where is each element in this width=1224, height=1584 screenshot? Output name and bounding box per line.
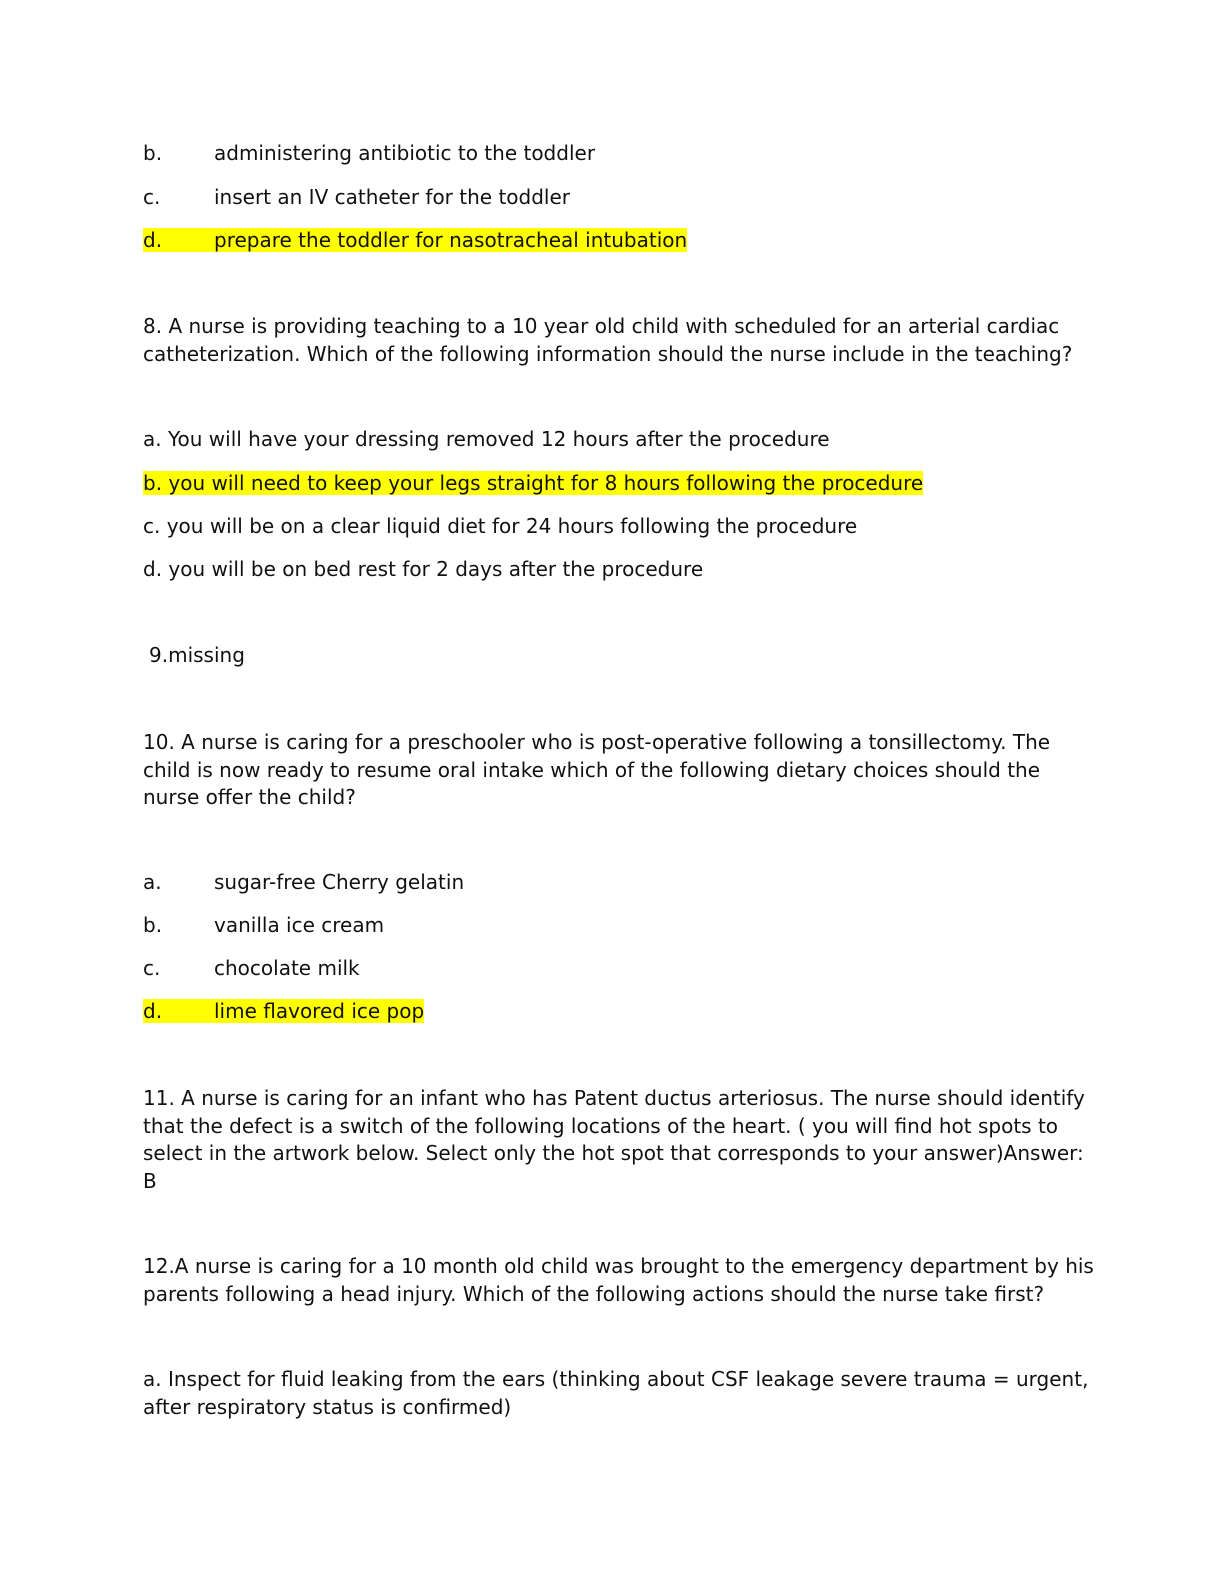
q12-stem-line-2: parents following a head injury. Which of the following actions should the nurse take first? <box>143 1281 1045 1306</box>
q8-stem <box>143 313 1083 368</box>
option-text: insert an IV catheter for the toddler <box>214 185 570 209</box>
q8-option-c: c. you will be on a clear liquid diet for 24 hours following the procedure <box>143 514 858 538</box>
option-text: b. you will need to keep your legs straight for 8 hours following the procedure <box>143 471 924 495</box>
option-text: prepare the toddler for nasotracheal intubation <box>214 228 688 252</box>
option-letter: b. <box>143 913 163 937</box>
option-letter: c. <box>143 956 161 980</box>
q8-stem-line-2: catheterization. Which of the following information should the nurse include in the teaching? <box>143 341 1073 366</box>
q11-stem-line-2: that the defect is a switch of the following locations of the heart. ( you will find hot spots to <box>143 1113 1059 1138</box>
q11-stem <box>143 1085 1083 1195</box>
q12-option-a-line-1: a. Inspect for fluid leaking from the ears (thinking about CSF leakage severe trauma = urgent, <box>143 1367 1089 1391</box>
option-text: lime flavored ice pop <box>214 999 425 1023</box>
option-letter: c. <box>143 185 161 209</box>
option-letter: b. <box>143 141 163 165</box>
q8-option-b-correct <box>143 470 923 497</box>
q10-stem <box>143 729 1083 812</box>
q12-option-a <box>143 1366 1089 1421</box>
q10-option-d-correct <box>143 998 424 1025</box>
q10-option-c <box>143 955 360 982</box>
option-letter: d. <box>143 228 163 252</box>
q10-stem-line-3: nurse offer the child? <box>143 785 356 809</box>
option-text: administering antibiotic to the toddler <box>214 141 596 165</box>
q8-option-d: d. you will be on bed rest for 2 days after the procedure <box>143 557 704 581</box>
q8-stem-line-1: 8. A nurse is providing teaching to a 10 year old child with scheduled for an arterial cardiac <box>143 314 1060 338</box>
q9-missing: 9.missing <box>149 643 245 667</box>
q8-option-a: a. You will have your dressing removed 12 hours after the procedure <box>143 427 830 451</box>
q7-option-d-correct <box>143 227 687 254</box>
option-letter: d. <box>143 999 163 1023</box>
q12-stem-line-1: 12.A nurse is caring for a 10 month old child was brought to the emergency department by his <box>143 1254 1094 1278</box>
q10-option-b <box>143 912 384 939</box>
q12-stem <box>143 1253 1094 1308</box>
q10-stem-line-2: child is now ready to resume oral intake which of the following dietary choices should the <box>143 757 1041 782</box>
q7-option-b <box>143 140 595 167</box>
option-text: vanilla ice cream <box>214 913 385 937</box>
option-text: sugar-free Cherry gelatin <box>214 870 465 894</box>
q11-answer: B <box>143 1168 157 1193</box>
option-letter: a. <box>143 870 162 894</box>
q12-option-a-line-2: after respiratory status is confirmed) <box>143 1394 512 1419</box>
q11-stem-line-3: select in the artwork below. Select only the hot spot that corresponds to your answer)Answer: <box>143 1141 1084 1165</box>
q7-option-c <box>143 184 570 211</box>
option-text: chocolate milk <box>214 956 360 980</box>
q10-option-a <box>143 869 464 896</box>
q11-stem-line-1: 11. A nurse is caring for an infant who has Patent ductus arteriosus. The nurse should identify <box>143 1086 1085 1110</box>
q10-stem-line-1: 10. A nurse is caring for a preschooler who is post-operative following a tonsillectomy. The <box>143 730 1051 754</box>
